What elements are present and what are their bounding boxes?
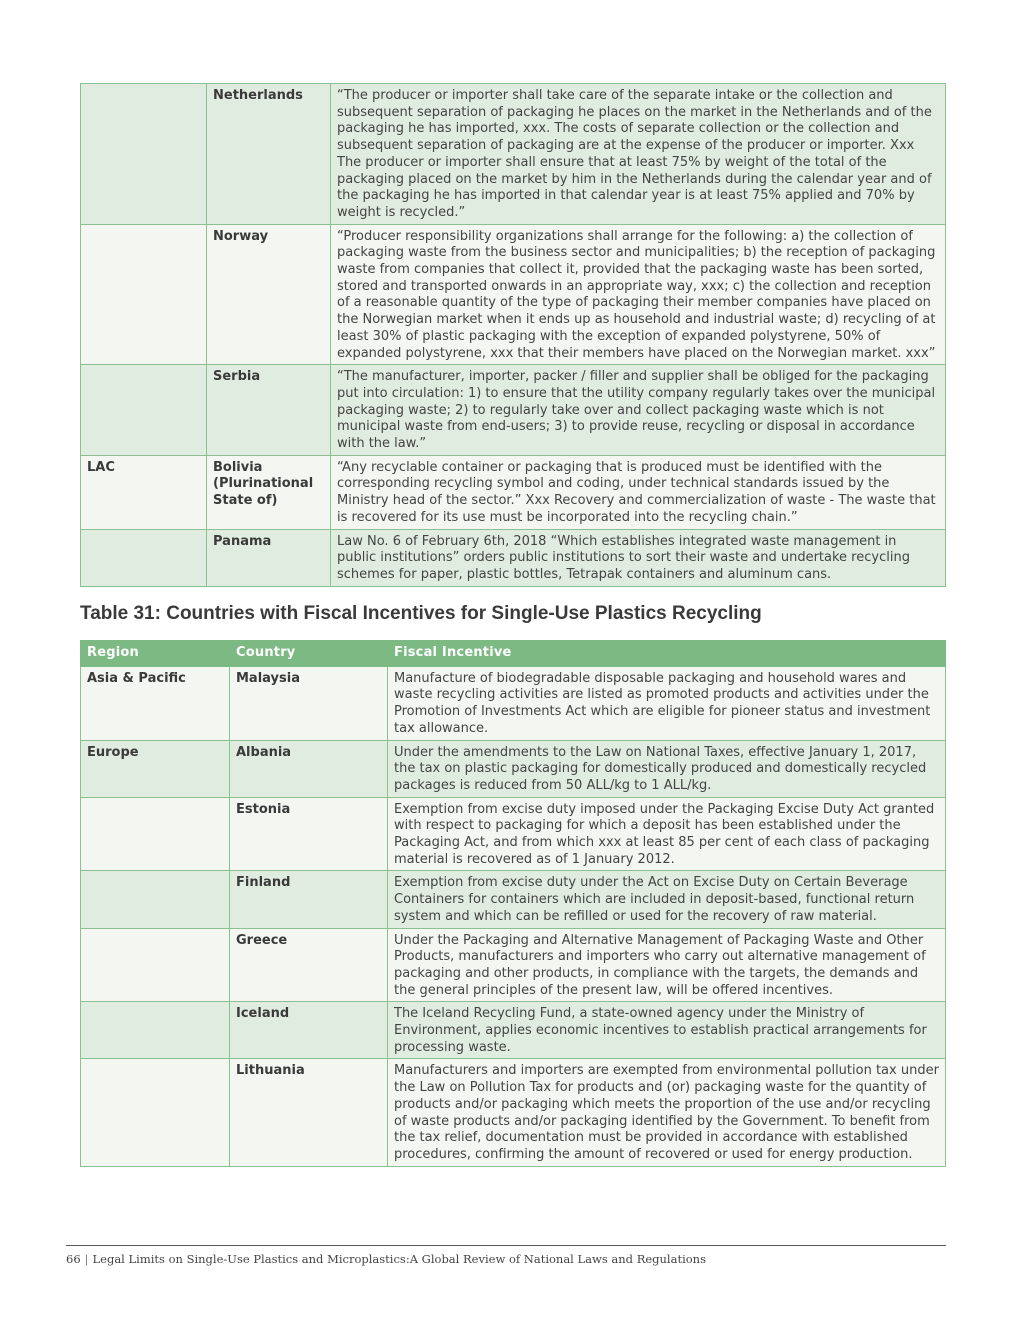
country-cell: Albania bbox=[230, 740, 388, 797]
incentive-header: Fiscal Incentive bbox=[388, 641, 946, 667]
country-cell: Bolivia (Plurinational State of) bbox=[207, 455, 331, 529]
incentive-cell: Exemption from excise duty under the Act on Excise Duty on Certain Beverage Containers for containers which are included in deposit-based, functional return system and which can be refilled or used for the recovery of raw material. bbox=[388, 871, 946, 928]
region-cell bbox=[81, 529, 207, 586]
table-row bbox=[81, 797, 946, 871]
region-cell bbox=[81, 1059, 230, 1166]
table-row bbox=[81, 1002, 946, 1059]
page-number: 66 bbox=[66, 1252, 81, 1266]
footer-separator: | bbox=[84, 1252, 89, 1266]
country-cell: Estonia bbox=[230, 797, 388, 871]
country-cell: Greece bbox=[230, 928, 388, 1002]
table-row bbox=[81, 740, 946, 797]
footer-divider bbox=[66, 1245, 946, 1246]
table-row bbox=[81, 455, 946, 529]
country-cell: Lithuania bbox=[230, 1059, 388, 1166]
incentive-cell: Manufacture of biodegradable disposable packaging and household wares and waste recycling activities are listed as promoted products and activities under the Promotion of Investments Act which are eligible for pioneer status and investment tax allowance. bbox=[388, 666, 946, 740]
table-row bbox=[81, 84, 946, 225]
table-row bbox=[81, 928, 946, 1002]
incentive-cell: The Iceland Recycling Fund, a state-owned agency under the Ministry of Environment, applies economic incentives to establish practical arrangements for processing waste. bbox=[388, 1002, 946, 1059]
incentive-cell: Under the amendments to the Law on National Taxes, effective January 1, 2017, the tax on plastic packaging for domestically produced and domestically recycled packages is reduced from 50 ALL/kg to 1 ALL/kg. bbox=[388, 740, 946, 797]
country-cell: Norway bbox=[207, 224, 331, 365]
provision-cell: “Any recyclable container or packaging that is produced must be identified with the corresponding recycling symbol and coding, under technical standards issued by the Ministry head of the sector.” Xxx Recovery and commercialization of waste - The waste that is recovered for its use must be incorporated into the recycling chain.” bbox=[331, 455, 946, 529]
table-row bbox=[81, 529, 946, 586]
region-cell: Europe bbox=[81, 740, 230, 797]
region-cell bbox=[81, 928, 230, 1002]
page-footer bbox=[66, 1252, 706, 1266]
region-cell bbox=[81, 84, 207, 225]
region-cell: LAC bbox=[81, 455, 207, 529]
region-cell bbox=[81, 224, 207, 365]
region-cell bbox=[81, 1002, 230, 1059]
region-header: Region bbox=[81, 641, 230, 667]
region-cell bbox=[81, 871, 230, 928]
continued-table bbox=[80, 83, 946, 587]
country-cell: Serbia bbox=[207, 365, 331, 456]
provision-cell: “The producer or importer shall take care of the separate intake or the collection and subsequent separation of packaging he places on the market in the Netherlands and of the packaging he has imported, xxx. The costs of separate collection or the collection and subsequent separation of packaging are at the expense of the producer or importer. Xxx The producer or importer shall ensure that at least 75% by weight of the total of the packaging placed on the market by him in the Netherlands during the calendar year and of the packaging he has imported in that calendar year is at least 75% applied and 70% by weight is recycled.” bbox=[331, 84, 946, 225]
table-row bbox=[81, 224, 946, 365]
country-cell: Malaysia bbox=[230, 666, 388, 740]
table-row bbox=[81, 871, 946, 928]
provision-cell: “Producer responsibility organizations shall arrange for the following: a) the collection of packaging waste from the business sector and municipalities; b) the reception of packaging waste from companies that collect it, provided that the packaging waste has been sorted, stored and transported onwards in an appropriate way, xxx; c) the collection and reception of a reasonable quantity of the type of packaging their member companies have placed on the Norwegian market when it ends up as household and industrial waste; d) recycling of at least 30% of plastic packaging with the exception of expanded polystyrene, 50% of expanded polystyrene, xxx that their members have placed on the Norwegian market. xxx” bbox=[331, 224, 946, 365]
incentive-cell: Under the Packaging and Alternative Management of Packaging Waste and Other Products, manufacturers and importers who carry out alternative management of packaging and other products, in compliance with the targets, the demands and the general principles of the present law, will be offered incentives. bbox=[388, 928, 946, 1002]
country-cell: Panama bbox=[207, 529, 331, 586]
table-row bbox=[81, 1059, 946, 1166]
footer-title: Legal Limits on Single-Use Plastics and Microplastics:A Global Review of National Laws and Regulations bbox=[92, 1252, 706, 1266]
header-row bbox=[81, 641, 946, 667]
region-cell bbox=[81, 365, 207, 456]
country-cell: Iceland bbox=[230, 1002, 388, 1059]
country-cell: Finland bbox=[230, 871, 388, 928]
country-header: Country bbox=[230, 641, 388, 667]
fiscal-incentives-table bbox=[80, 640, 946, 1167]
incentive-cell: Exemption from excise duty imposed under the Packaging Excise Duty Act granted with respect to packaging for which a deposit has been established under the Packaging Act, and from which xxx at least 85 per cent of each class of packaging material is recovered as of 1 January 2012. bbox=[388, 797, 946, 871]
provision-cell: Law No. 6 of February 6th, 2018 “Which establishes integrated waste management in public institutions” orders public institutions to sort their waste and undertake recycling schemes for paper, plastic bottles, Tetrapak containers and aluminum cans. bbox=[331, 529, 946, 586]
table-row bbox=[81, 666, 946, 740]
provision-cell: “The manufacturer, importer, packer / filler and supplier shall be obliged for the packaging put into circulation: 1) to ensure that the utility company regularly takes over the municipal packaging waste; 2) to regularly take over and collect packaging waste which is not municipal waste from end-users; 3) to provide reuse, recycling or disposal in accordance with the law.” bbox=[331, 365, 946, 456]
region-cell: Asia & Pacific bbox=[81, 666, 230, 740]
incentive-cell: Manufacturers and importers are exempted from environmental pollution tax under the Law on Pollution Tax for products and (or) packaging waste for the quantity of products and/or packaging which meets the proportion of the use and/or recycling of waste products and/or packaging identified by the Government. To benefit from the tax relief, documentation must be provided in accordance with established procedures, confirming the amount of recovered or used for energy production. bbox=[388, 1059, 946, 1166]
table-title: Table 31: Countries with Fiscal Incentives for Single-Use Plastics Recycling bbox=[80, 603, 762, 624]
country-cell: Netherlands bbox=[207, 84, 331, 225]
table-row bbox=[81, 365, 946, 456]
region-cell bbox=[81, 797, 230, 871]
